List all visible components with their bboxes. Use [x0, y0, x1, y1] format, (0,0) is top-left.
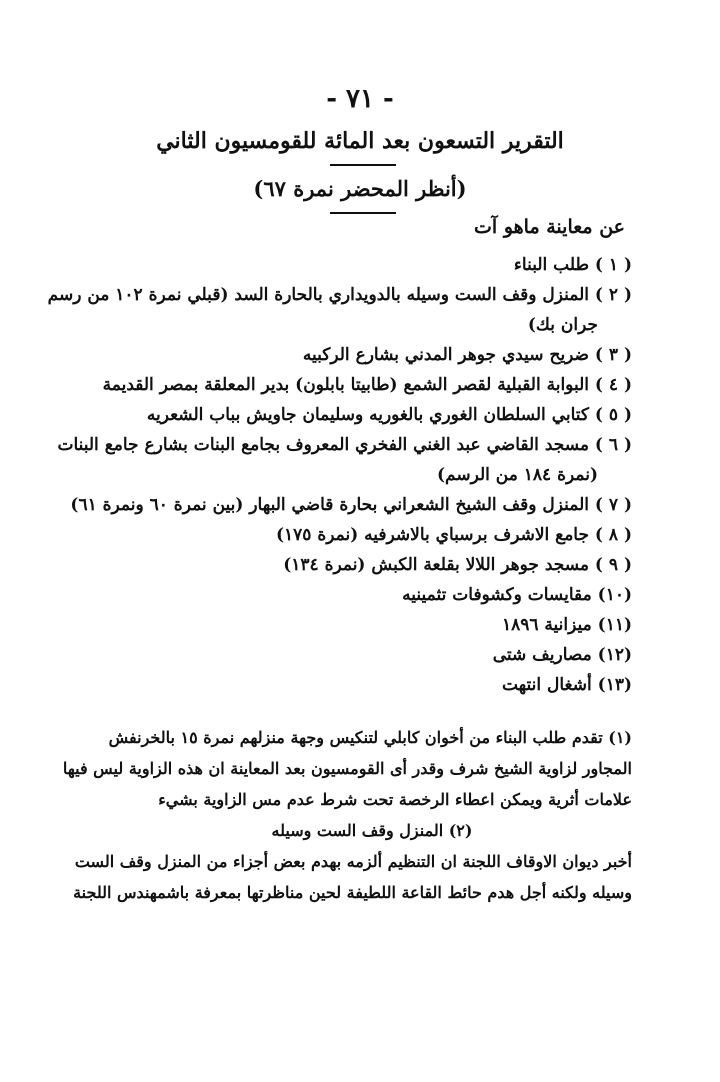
paragraph-line: وسيله ولكنه أجل هدم حائط القاعة اللطيفة لحين مناظرتها بمعرفة باشمهندس اللجنة: [73, 883, 632, 902]
item-continuation: جران بك): [527, 315, 598, 335]
page-title: التقرير التسعون بعد المائة للقومسيون الثاني: [156, 128, 564, 154]
divider-top: [330, 164, 396, 166]
section-subheading: (٢) المنزل وقف الست وسيله: [271, 821, 473, 840]
list-item: [72, 610, 632, 640]
item-number: ( ٥ ): [594, 405, 632, 425]
paragraph-line: (١) تقدم طلب البناء من أخوان كابلي لتنكيس وجهة منزلهم نمرة ١٥ بالخرنفش: [108, 728, 632, 747]
item-number: (١٢): [597, 645, 632, 665]
list-item: [72, 340, 632, 370]
paragraph-line: أخبر ديوان الاوقاف اللجنة ان التنظيم ألزمه بهدم بعض أجزاء من المنزل وقف الست: [74, 852, 632, 871]
item-text: ميزانية ١٨٩٦: [501, 615, 592, 635]
item-text: المنزل وقف الست وسيله بالدويداري بالحارة السد (قبلي نمرة ١٠٢ من رسم: [47, 285, 589, 305]
paragraph-line: علامات أثرية ويمكن اعطاء الرخصة تحت شرط عدم مس الزاوية بشيء: [158, 790, 632, 809]
item-text: مسجد القاضي عبد الغني الفخري المعروف بجامع البنات بشارع جامع البنات: [57, 435, 589, 455]
item-text: أشغال انتهت: [501, 675, 592, 695]
item-continuation: (نمرة ١٨٤ من الرسم): [437, 465, 598, 485]
page-number: - ٧١ -: [326, 84, 394, 114]
list-item: [72, 250, 632, 280]
list-item: [72, 370, 632, 400]
item-number: ( ٦ ): [594, 435, 632, 455]
list-item: [72, 520, 632, 550]
item-number: ( ٢ ): [594, 285, 632, 305]
reference-note: (أنظر المحضر نمرة ٦٧): [253, 176, 467, 201]
item-text: البوابة القبلية لقصر الشمع (طابيتا بابلون) بدير المعلقة بمصر القديمة: [102, 375, 589, 395]
list-item: [72, 490, 632, 520]
item-text: مصاريف شتى: [492, 645, 592, 665]
item-number: ( ١ ): [594, 255, 632, 275]
item-number: ( ٧ ): [594, 495, 632, 515]
item-number: ( ٣ ): [594, 345, 632, 365]
list-item: [72, 400, 632, 430]
item-text: مقايسات وكشوفات تثمينيه: [402, 585, 592, 605]
item-number: ( ٨ ): [594, 525, 632, 545]
item-text: المنزل وقف الشيخ الشعراني بحارة قاضي البهار (بين نمرة ٦٠ ونمرة ٦١): [70, 495, 589, 515]
list-item: [72, 670, 632, 700]
divider-bottom: [330, 212, 396, 214]
item-number: ( ٩ ): [594, 555, 632, 575]
item-number: (١٠): [597, 585, 632, 605]
item-text: كتابي السلطان الغوري بالغوريه وسليمان جاويش بباب الشعريه: [146, 405, 589, 425]
item-text: طلب البناء: [513, 255, 589, 275]
list-item: [72, 580, 632, 610]
item-number: (١١): [597, 615, 632, 635]
body-text: [52, 722, 632, 908]
list-item: [57, 430, 632, 490]
item-number: ( ٤ ): [594, 375, 632, 395]
list-item: [72, 640, 632, 670]
item-text: ضريح سيدي جوهر المدني بشارع الركبيه: [302, 345, 589, 365]
intro-heading: عن معاينة ماهو آت: [474, 216, 625, 238]
paragraph-line: المجاور لزاوية الشيخ شرف وقدر أى القومسيون بعد المعاينة ان هذه الزاوية ليس فيها: [62, 759, 632, 778]
list-item: [72, 550, 632, 580]
item-number: (١٣): [597, 675, 632, 695]
item-text: جامع الاشرف برسباي بالاشرفيه (نمرة ١٧٥): [275, 525, 589, 545]
item-text: مسجد جوهر اللالا بقلعة الكبش (نمرة ١٣٤): [283, 555, 589, 575]
list-item: [47, 280, 632, 340]
agenda-list: [47, 250, 632, 700]
